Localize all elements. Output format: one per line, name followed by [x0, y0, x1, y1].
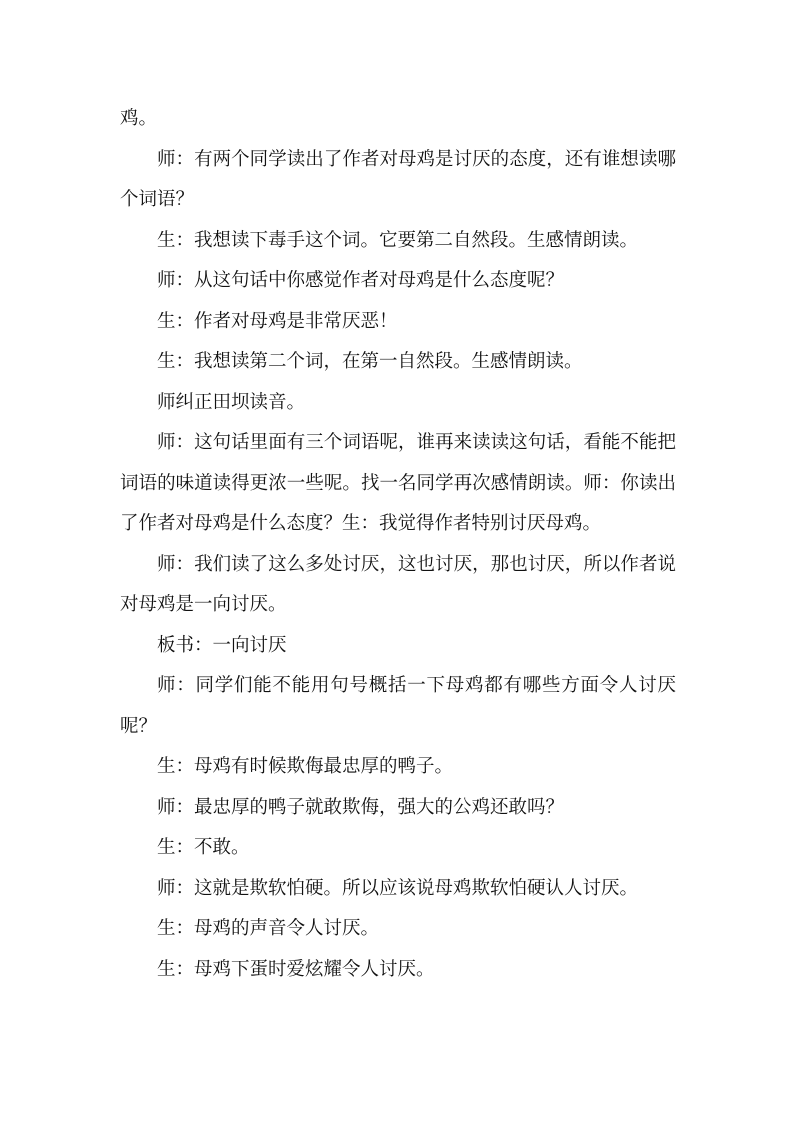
paragraph-4: 师：从这句话中你感觉作者对母鸡是什么态度呢？: [157, 270, 565, 291]
paragraph-13: 师：最忠厚的鸭子就敢欺侮，强大的公鸡还敢吗？: [157, 796, 565, 818]
paragraph-3: 生：我想读下毒手这个词。它要第二自然段。生感情朗读。: [157, 229, 639, 251]
paragraph-7: 师纠正田坝读音。: [157, 391, 306, 413]
paragraph-8: 师：这句话里面有三个词语呢，谁再来读读这句话，看能不能把词语的味道读得更浓一些呢。找一名同学再次感情朗读。师：你读出了作者对母鸡是什么态度？生：我觉得作者特别讨厌母鸡。: [120, 432, 676, 534]
paragraph-15: 师：这就是欺软怕硬。所以应该说母鸡欺软怕硬认人讨厌。: [157, 877, 639, 899]
paragraph-10: 板书：一向讨厌: [157, 634, 287, 656]
paragraph-16: 生：母鸡的声音令人讨厌。: [157, 918, 380, 939]
paragraph-11: 师：同学们能不能用句号概括一下母鸡都有哪些方面令人讨厌呢？: [120, 675, 676, 737]
paragraph-9: 师：我们读了这么多处讨厌，这也讨厌，那也讨厌，所以作者说对母鸡是一向讨厌。: [120, 553, 676, 615]
paragraph-12: 生：母鸡有时候欺侮最忠厚的鸭子。: [157, 756, 454, 777]
paragraph-2: 师：有两个同学读出了作者对母鸡是讨厌的态度，还有谁想读哪个词语？: [120, 148, 676, 210]
paragraph-17: 生：母鸡下蛋时爱炫耀令人讨厌。: [157, 958, 435, 980]
paragraph-1: 鸡。: [120, 108, 158, 129]
body-text: [120, 99, 676, 990]
paragraph-6: 生：我想读第二个词，在第一自然段。生感情朗读。: [157, 351, 583, 372]
paragraph-5: 生：作者对母鸡是非常厌恶！: [157, 310, 398, 332]
paragraph-14: 生：不敢。: [157, 837, 250, 858]
